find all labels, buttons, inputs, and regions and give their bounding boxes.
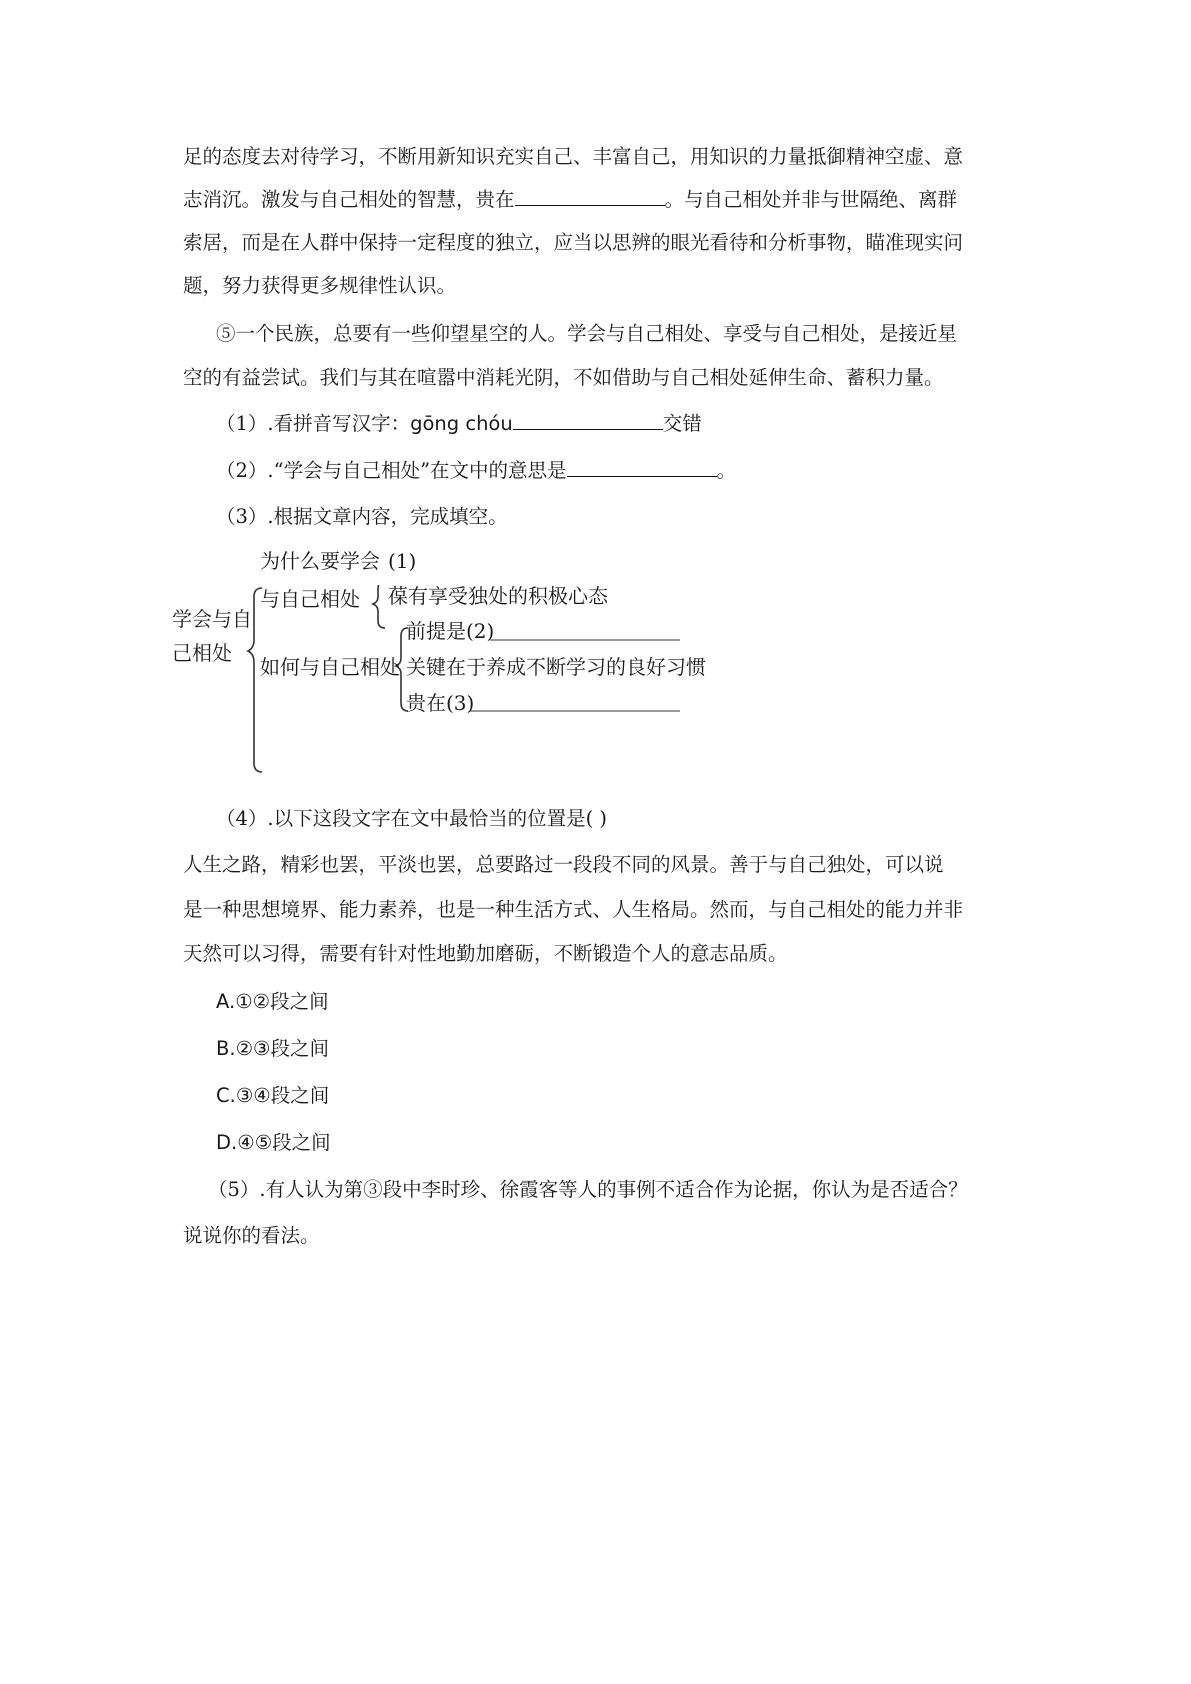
why-label-line-1: 为什么要学会: [260, 549, 380, 573]
question-5-line-2: 说说你的看法。: [183, 1224, 320, 1247]
mind-map-braces: [180, 585, 760, 780]
q4-passage-line-2: 是一种思想境界、能力素养，也是一种生活方式、人生格局。然而，与自己相处的能力并非: [183, 898, 964, 921]
question-1-pinyin: gōng chóu: [410, 412, 513, 435]
para4-line-2-text: 志消沉。激发与自己相处的智慧，贵在: [183, 188, 515, 211]
mind-map-diagram: [172, 549, 760, 780]
option-d-text: ④⑤段之间: [237, 1131, 331, 1154]
option-a[interactable]: [216, 988, 329, 1016]
option-b-text: ②③段之间: [235, 1037, 330, 1060]
option-a-letter: A.: [216, 990, 236, 1013]
question-3: （3）.根据文章内容，完成填空。: [216, 505, 508, 528]
q4-passage-line-3: 天然可以习得，需要有针对性地勤加磨砺，不断锻造个人的意志品质。: [183, 942, 788, 965]
option-d[interactable]: [216, 1129, 331, 1157]
option-c[interactable]: [216, 1082, 329, 1110]
question-1-suffix: 交错: [662, 412, 702, 435]
answer-blank-q2[interactable]: [567, 458, 717, 477]
para4-line-4: 题，努力获得更多规律性认识。: [183, 274, 457, 297]
para5-line-2: 空的有益尝试。我们与其在喧嚣中消耗光阴，不如借助与自己相处延伸生命、蓄积力量。: [183, 366, 944, 389]
why-brace: [373, 585, 385, 628]
root-label-line-2: 己相处: [172, 641, 232, 665]
answer-blank-q1[interactable]: [513, 411, 663, 430]
how-label: 如何与自己相处: [260, 655, 400, 679]
para4-line-3: 索居，而是在人群中保持一定程度的独立，应当以思辨的眼光看待和分析事物，瞄准现实问: [183, 231, 964, 254]
question-2: [216, 457, 736, 485]
root-label-line-1: 学会与自: [172, 607, 252, 631]
why-label-line-2: 与自己相处: [260, 587, 360, 611]
para4-line-1: 足的态度去对待学习，不断用新知识充实自己、丰富自己，用知识的力量抵御精神空虚、意: [183, 145, 964, 168]
question-4: （4）.以下这段文字在文中最恰当的位置是( ): [216, 807, 608, 830]
how-item-1: 前提是(2): [406, 619, 495, 643]
question-5-line-1: （5）.有人认为第③段中李时珍、徐霞客等人的事例不适合作为论据，你认为是否适合？: [208, 1178, 968, 1201]
question-1-prefix: （1）.看拼音写汉字：: [216, 412, 411, 435]
option-d-letter: D.: [216, 1131, 238, 1154]
option-c-text: ③④段之间: [235, 1084, 330, 1107]
question-2-suffix: 。: [716, 459, 737, 482]
option-b-letter: B.: [216, 1037, 236, 1060]
how-item-3: 贵在(3): [406, 691, 475, 715]
q4-passage-line-1: 人生之路，精彩也罢，平淡也罢，总要路过一段段不同的风景。善于与自己独处，可以说: [183, 853, 944, 876]
para4-line-2: [183, 186, 957, 214]
option-c-letter: C.: [216, 1084, 236, 1107]
para5-line-1: ⑤一个民族，总要有一些仰望星空的人。学会与自己相处、享受与自己相处，是接近星: [216, 322, 958, 345]
why-item-1: (1): [388, 549, 417, 573]
option-b[interactable]: [216, 1035, 329, 1063]
why-item-2: 葆有享受独处的积极心态: [388, 584, 608, 608]
answer-blank-para4[interactable]: [515, 187, 665, 206]
para4-line-2-tail: 。与自己相处并非与世隔绝、离群: [664, 188, 958, 211]
question-2-prefix: （2）.“学会与自己相处”在文中的意思是: [216, 459, 567, 482]
option-a-text: ①②段之间: [235, 990, 329, 1013]
question-1: [216, 410, 702, 438]
how-item-2: 关键在于养成不断学习的良好习惯: [406, 655, 706, 679]
